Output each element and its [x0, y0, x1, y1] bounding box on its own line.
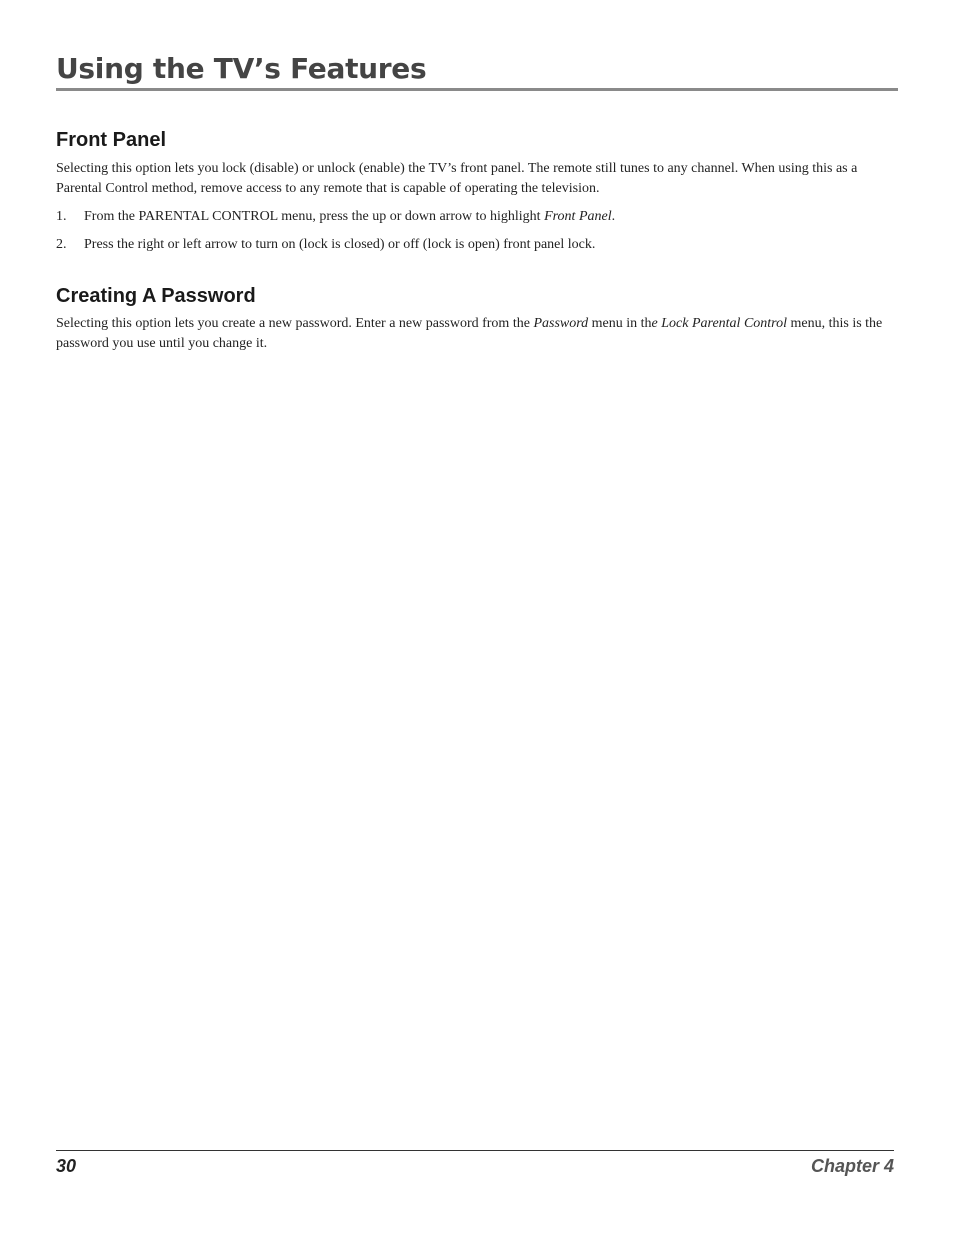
- page-number: 30: [56, 1156, 77, 1176]
- lock-parental-control-term: e Lock Parental Control: [651, 316, 787, 331]
- password-term: Password: [533, 316, 589, 331]
- creating-password-text: Selecting this option lets you create a new password. Enter a new password from the Password menu in the Lock Parental Control menu, this is the password you use until you change it.: [56, 316, 883, 351]
- list-item-text: Press the right or left arrow to turn on (lock is closed) or off (lock is open) front panel lock.: [84, 237, 596, 252]
- front-panel-heading: Front Panel: [56, 129, 167, 151]
- chapter-label: Chapter 4: [810, 1156, 894, 1176]
- title-divider: [56, 88, 898, 91]
- front-panel-intro: Selecting this option lets you lock (disable) or unlock (enable) the TV’s front panel. The remote still tunes to any channel. When using this as a Parental Control method, remove access to any remote that is capable of operating the television.: [56, 161, 858, 196]
- list-item-number: 2.: [56, 237, 67, 252]
- list-item-text: From the PARENTAL CONTROL menu, press the up or down arrow to highlight Front Panel.: [84, 209, 616, 224]
- page-title: Using the TV’s Features: [56, 52, 427, 85]
- list-item-number: 1.: [56, 209, 67, 224]
- creating-password-heading: Creating A Password: [56, 285, 256, 307]
- footer-divider: [56, 1150, 894, 1151]
- front-panel-term: Front Panel: [544, 209, 612, 224]
